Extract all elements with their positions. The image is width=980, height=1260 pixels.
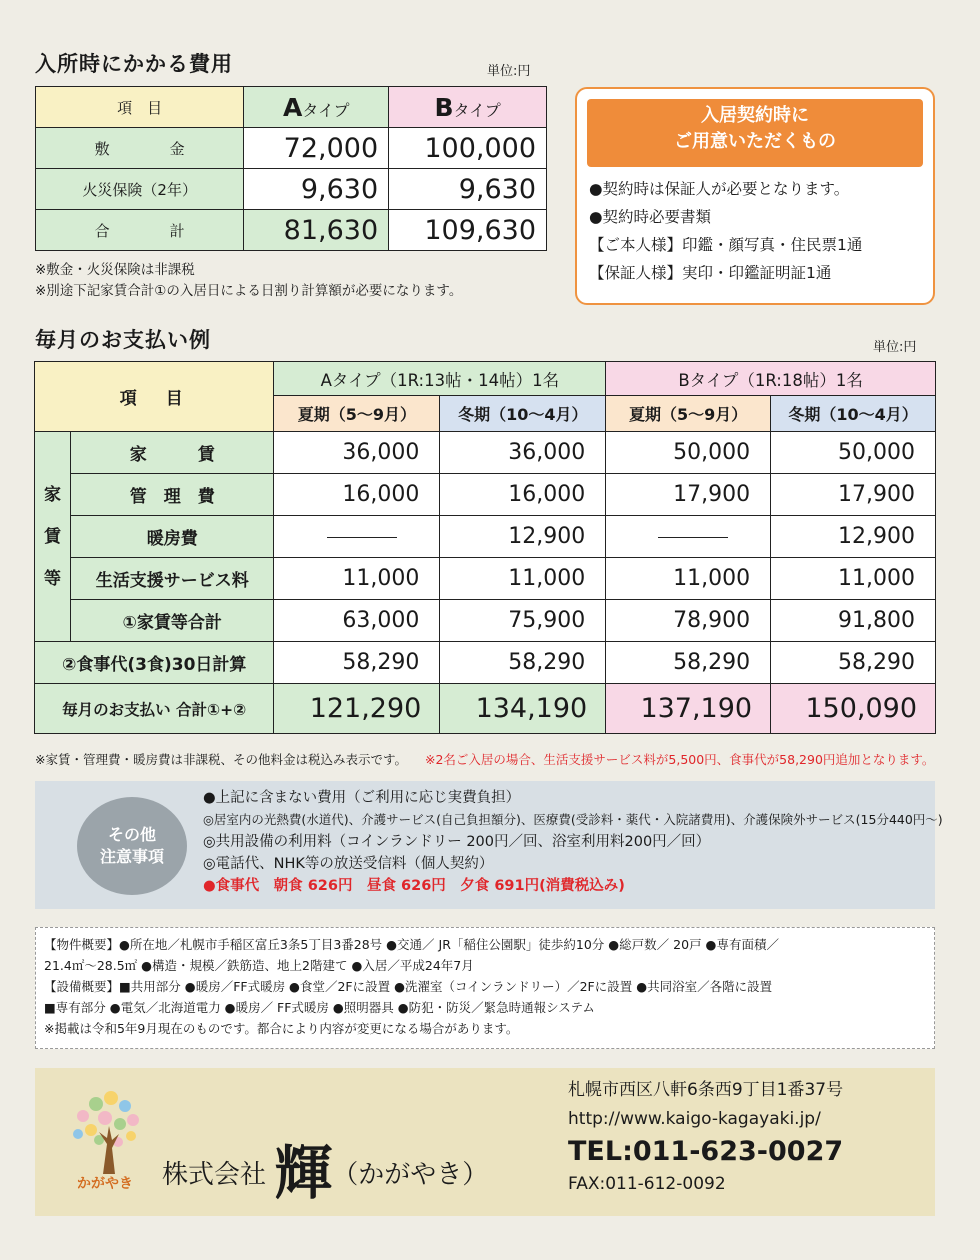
company-name: 株式会社 輝（かがやき） bbox=[162, 1139, 489, 1207]
list-item: 【物件概要】●所在地／札幌市手稲区富丘3条5丁目3番28号 ●交通／ JR「稲住公園駅」徒歩約10分 ●総戸数／ 20戸 ●専有面積／ bbox=[44, 937, 779, 952]
table-row bbox=[35, 474, 936, 516]
table-cell: 91,800 bbox=[771, 600, 936, 642]
table-cell: 58,290 bbox=[440, 642, 606, 684]
row-label: 家 賃 bbox=[70, 432, 274, 474]
monthly-notes bbox=[35, 750, 934, 768]
contract-title: 入居契約時に ご用意いただくもの bbox=[587, 99, 923, 167]
empty-dash-cell bbox=[606, 516, 771, 558]
header-item: 項 目 bbox=[35, 362, 274, 432]
table-row bbox=[35, 600, 936, 642]
list-item: ●上記に含まない費用（ご利用に応じ実費負担） bbox=[203, 790, 521, 806]
contact-block bbox=[568, 1076, 843, 1199]
header-type-a: Aタイプ（1R:13帖・14帖）1名 bbox=[274, 362, 606, 396]
dash-mark bbox=[658, 537, 728, 538]
table-row bbox=[36, 128, 547, 169]
row-label: 合 計 bbox=[36, 210, 244, 251]
other-notes-box bbox=[35, 781, 943, 909]
header-b-winter: 冬期（10〜4月） bbox=[771, 396, 936, 432]
list-item: ◎共用設備の利用料（コインランドリー 200円／回、浴室利用料200円／回） bbox=[203, 834, 711, 850]
row-label: 暖房費 bbox=[70, 516, 274, 558]
entry-title: 入所時にかかる費用 bbox=[35, 52, 233, 76]
entry-unit: 単位:円 bbox=[487, 64, 531, 79]
header-a-summer: 夏期（5〜9月） bbox=[274, 396, 440, 432]
company-footer bbox=[35, 1068, 935, 1216]
list-item: 【保証人様】実印・印鑑証明証1通 bbox=[589, 264, 832, 282]
table-cell: 36,000 bbox=[274, 432, 440, 474]
table-row bbox=[35, 642, 936, 684]
list-item: ●契約時必要書類 bbox=[589, 208, 712, 226]
total-cell: 137,190 bbox=[606, 684, 771, 734]
contract-list bbox=[577, 167, 933, 287]
table-cell: 12,900 bbox=[440, 516, 606, 558]
table-cell: 11,000 bbox=[771, 558, 936, 600]
table-cell: 58,290 bbox=[771, 642, 936, 684]
list-item: 【設備概要】■共用部分 ●暖房／FF式暖房 ●食堂／2Fに設置 ●洗濯室（コインランドリー）／2Fに設置 ●共同浴室／各階に設置 bbox=[44, 979, 773, 994]
list-item: 21.4㎡〜28.5㎡ ●構造・規模／鉄筋造、地上2階建て ●入居／平成24年7月 bbox=[44, 958, 474, 973]
entry-note: ※別途下記家賃合計①の入居日による日割り計算額が必要になります。 bbox=[35, 283, 463, 299]
entry-notes bbox=[35, 260, 462, 302]
other-notes-badge: その他 注意事項 bbox=[77, 797, 187, 895]
list-item: ◎電話代、NHK等の放送受信料（個人契約） bbox=[203, 856, 494, 872]
table-cell: 11,000 bbox=[606, 558, 771, 600]
dash-mark bbox=[327, 537, 397, 538]
row-label: ①家賃等合計 bbox=[70, 600, 274, 642]
table-header bbox=[36, 87, 547, 128]
table-cell: 16,000 bbox=[440, 474, 606, 516]
property-overview bbox=[35, 927, 935, 1049]
header-a-winter: 冬期（10〜4月） bbox=[440, 396, 606, 432]
type-b-value: 109,630 bbox=[389, 210, 547, 251]
tax-note: ※家賃・管理費・暖房費は非課税、その他料金は税込み表示です。 bbox=[35, 752, 407, 767]
type-a-value: 72,000 bbox=[244, 128, 389, 169]
header-b-summer: 夏期（5〜9月） bbox=[606, 396, 771, 432]
type-a-value: 9,630 bbox=[244, 169, 389, 210]
list-item: ■専有部分 ●電気／北海道電力 ●暖房／ FF式暖房 ●照明器具 ●防犯・防災／緊急時通報システム bbox=[44, 1000, 595, 1015]
type-b-value: 100,000 bbox=[389, 128, 547, 169]
header-type-a: Aタイプ bbox=[244, 87, 389, 128]
list-item: ※掲載は令和5年9月現在のものです。都合により内容が変更になる場合があります。 bbox=[44, 1021, 519, 1036]
list-item: 【ご本人様】印鑑・顔写真・住民票1通 bbox=[589, 236, 863, 254]
table-cell: 63,000 bbox=[274, 600, 440, 642]
table-cell: 78,900 bbox=[606, 600, 771, 642]
table-row bbox=[36, 210, 547, 251]
meal-price-line: ●食事代 朝食 626円 昼食 626円 夕食 691円(消費税込み) bbox=[203, 878, 625, 894]
list-item: ◎居室内の光熱費(水道代)、介護サービス(自己負担額分)、医療費(受診料・薬代・入院諸費用)、介護保険外サービス(15分440円〜) bbox=[203, 812, 943, 827]
website-link[interactable]: http://www.kaigo-kagayaki.jp/ bbox=[568, 1109, 821, 1129]
table-row bbox=[36, 169, 547, 210]
row-label: 生活支援サービス料 bbox=[70, 558, 274, 600]
total-cell: 134,190 bbox=[440, 684, 606, 734]
table-cell: 16,000 bbox=[274, 474, 440, 516]
table-cell: 17,900 bbox=[771, 474, 936, 516]
contract-box bbox=[575, 87, 935, 305]
rent-group-label: 家 賃 等 bbox=[35, 432, 71, 642]
entry-cost-table bbox=[35, 86, 547, 251]
phone-number: TEL:011-623-0027 bbox=[568, 1136, 844, 1167]
total-cell: 150,090 bbox=[771, 684, 936, 734]
header-type-b: Bタイプ（1R:18帖）1名 bbox=[606, 362, 936, 396]
row-label: 管 理 費 bbox=[70, 474, 274, 516]
row-label: 火災保険（2年） bbox=[36, 169, 244, 210]
monthly-payment-table bbox=[34, 361, 936, 734]
fax-number: FAX:011-612-0092 bbox=[568, 1174, 726, 1194]
table-cell: 58,290 bbox=[274, 642, 440, 684]
table-cell: 11,000 bbox=[274, 558, 440, 600]
table-cell: 11,000 bbox=[440, 558, 606, 600]
type-a-value: 81,630 bbox=[244, 210, 389, 251]
row-label: ②食事代(3食)30日計算 bbox=[35, 642, 274, 684]
header-item: 項 目 bbox=[36, 87, 244, 128]
table-cell: 17,900 bbox=[606, 474, 771, 516]
entry-note: ※敷金・火災保険は非課税 bbox=[35, 262, 195, 278]
two-person-note: ※2名ご入居の場合、生活支援サービス料が5,500円、食事代が58,290円追加となります。 bbox=[424, 752, 935, 767]
table-row bbox=[35, 558, 936, 600]
table-cell: 50,000 bbox=[771, 432, 936, 474]
total-cell: 121,290 bbox=[274, 684, 440, 734]
other-notes-list bbox=[203, 787, 943, 897]
total-row bbox=[35, 684, 936, 734]
table-cell: 75,900 bbox=[440, 600, 606, 642]
tree-logo-icon bbox=[63, 1086, 153, 1176]
empty-dash-cell bbox=[274, 516, 440, 558]
monthly-title: 毎月のお支払い例 bbox=[35, 328, 211, 352]
table-row bbox=[35, 516, 936, 558]
table-cell: 36,000 bbox=[440, 432, 606, 474]
row-label: 毎月のお支払い 合計①+② bbox=[35, 684, 274, 734]
table-cell: 58,290 bbox=[606, 642, 771, 684]
address: 札幌市西区八軒6条西9丁目1番37号 bbox=[568, 1080, 844, 1100]
type-b-value: 9,630 bbox=[389, 169, 547, 210]
header-type-b: Bタイプ bbox=[389, 87, 547, 128]
monthly-unit: 単位:円 bbox=[873, 340, 917, 355]
list-item: ●契約時は保証人が必要となります。 bbox=[589, 180, 850, 198]
logo-text: かがやき bbox=[77, 1176, 133, 1192]
table-cell: 12,900 bbox=[771, 516, 936, 558]
row-label: 敷 金 bbox=[36, 128, 244, 169]
table-cell: 50,000 bbox=[606, 432, 771, 474]
table-row bbox=[35, 432, 936, 474]
